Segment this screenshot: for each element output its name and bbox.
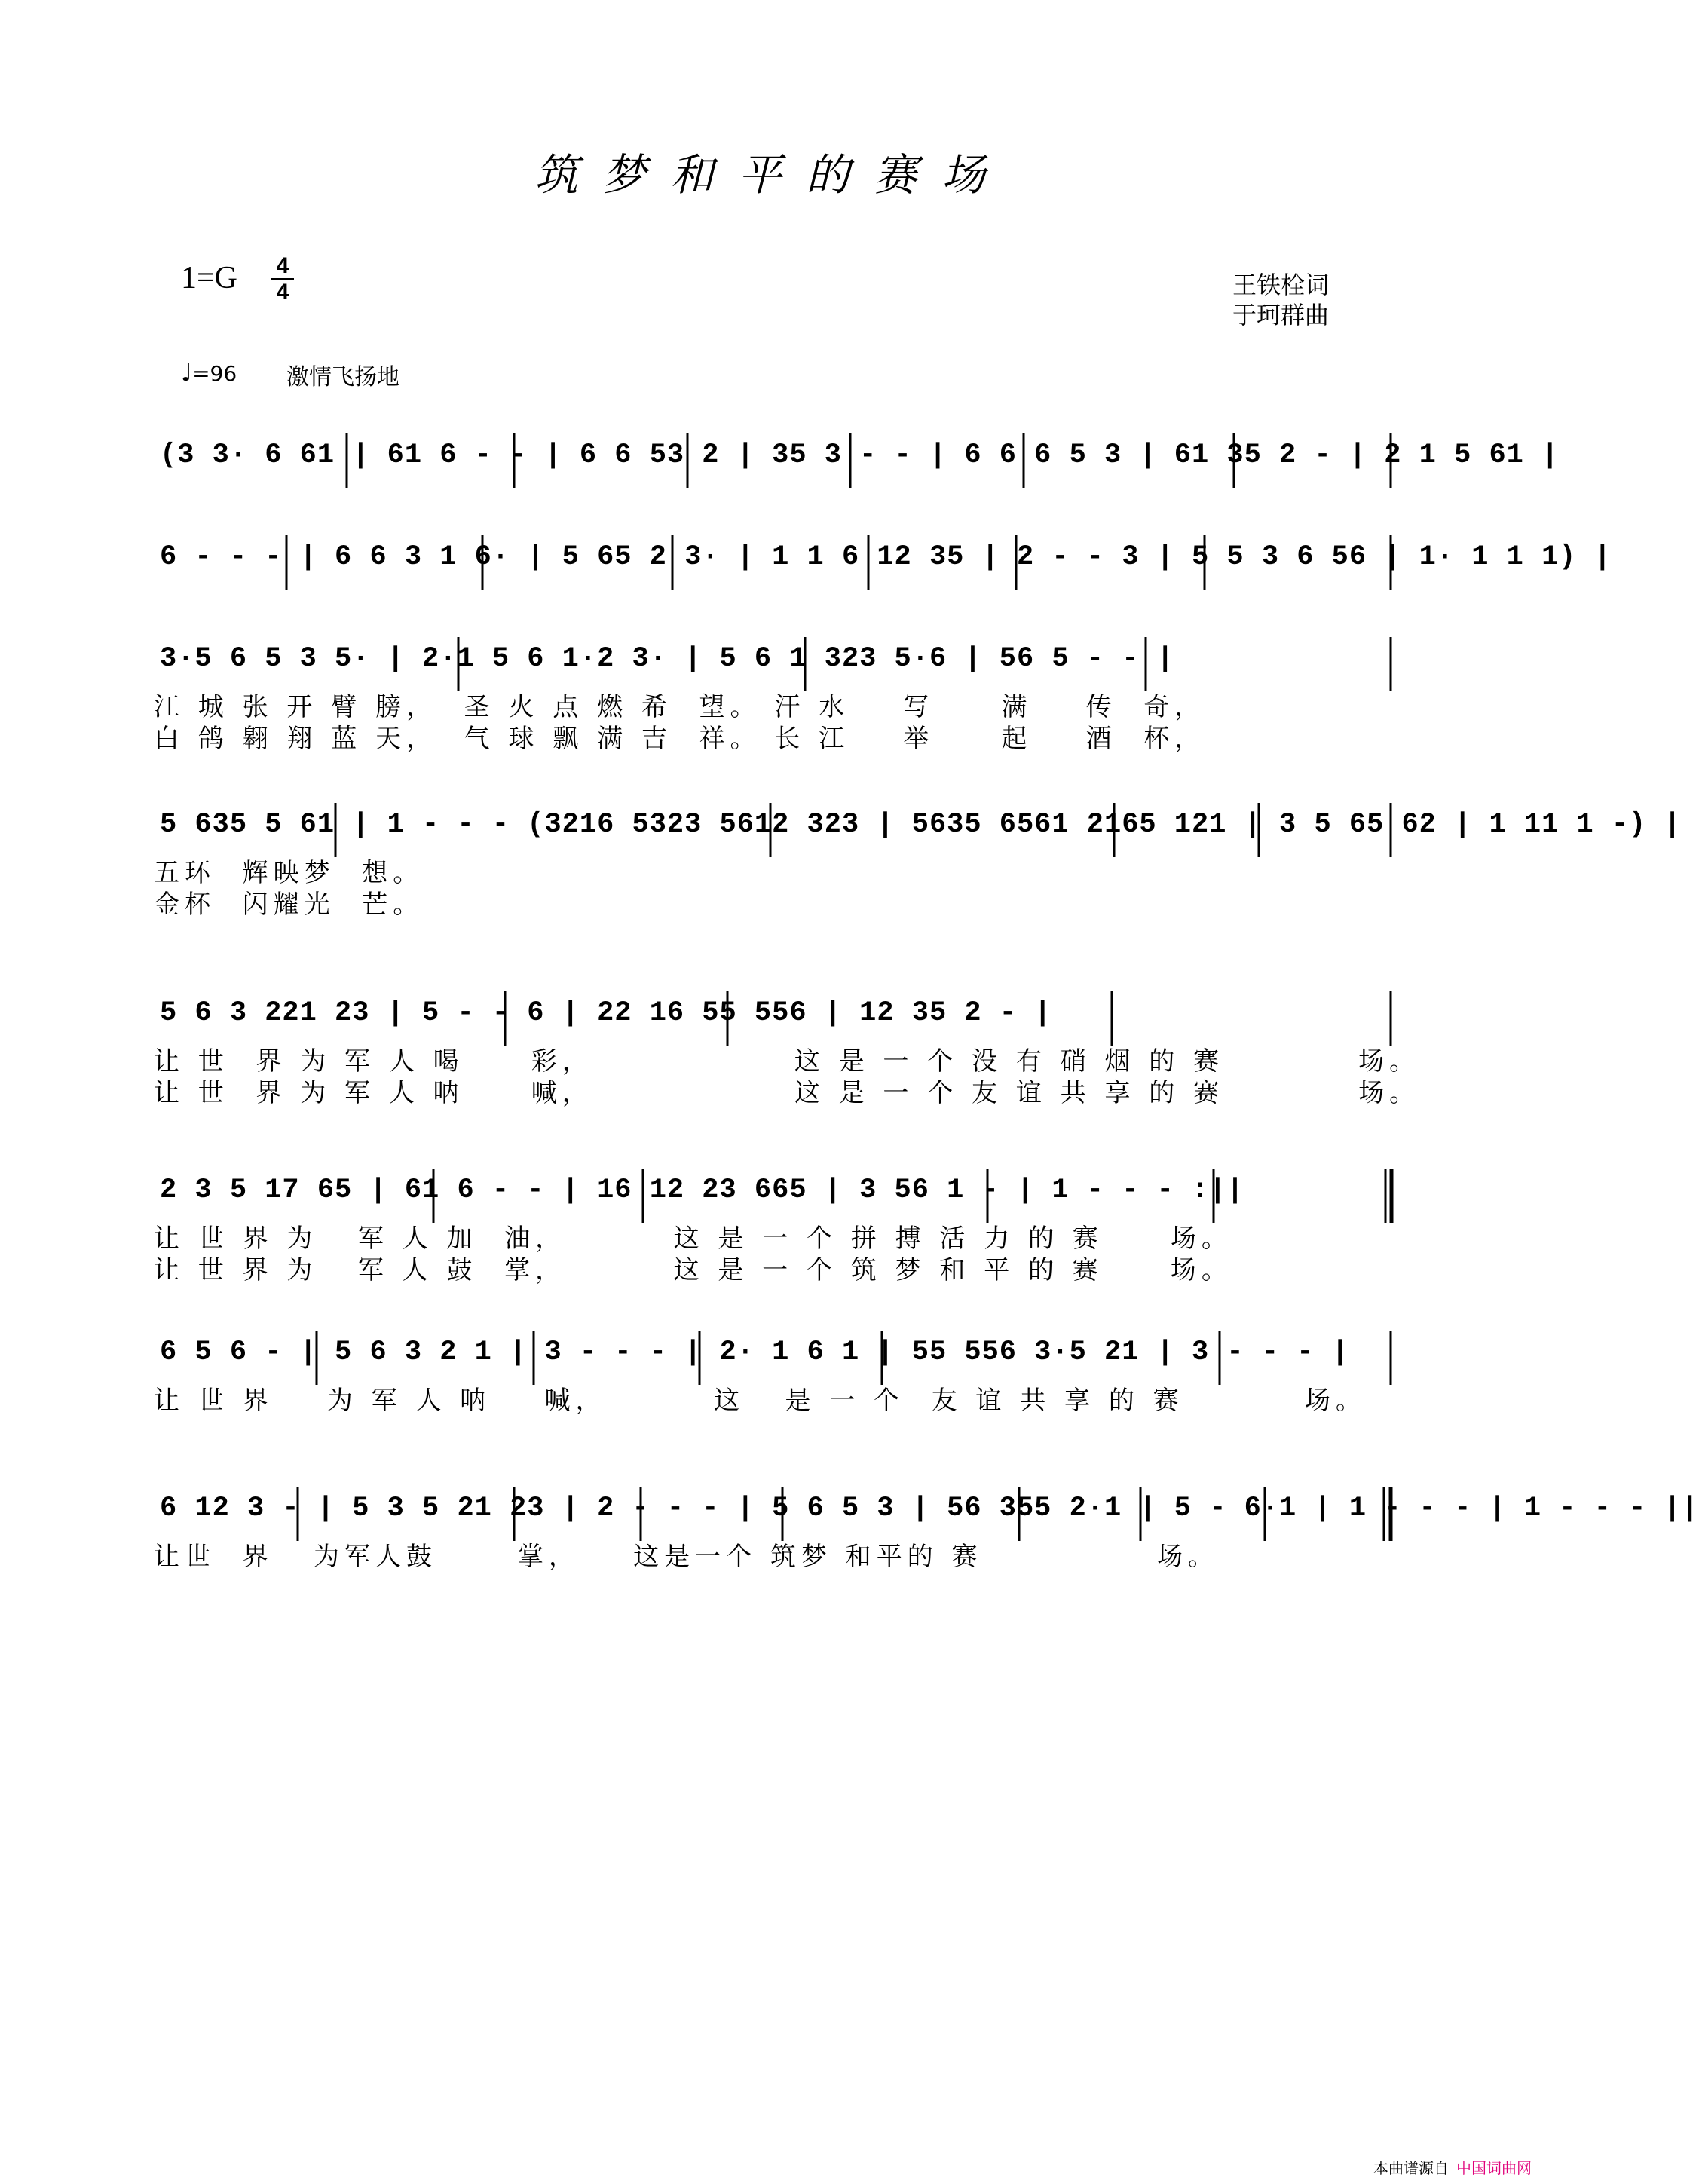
notation-line	[151, 433, 1560, 488]
notation-line	[151, 535, 1612, 590]
numbered-notes: 6 12 3 - | 5 3 5 21 23 | 2 - - - | 5 6 5 3 | 56 355 2·1 | 5 - 6·1 | 1 - - - | 1 - - - ||	[160, 1493, 1699, 1524]
composer: 于珂群曲	[1232, 301, 1330, 329]
numbered-notes: 5 6 3 221 23 | 5 - - 6 | 22 16 55 556 | 12 35 2 - |	[160, 997, 1052, 1029]
lyric-verse-2: 让 世 界 为 军 人 呐 喊， 这 是 一 个 友 谊 共 享 的 赛 场。	[154, 1078, 1421, 1108]
score-row-4	[151, 803, 1682, 920]
time-signature-top: 4	[276, 253, 289, 278]
lyricist: 王铁栓词	[1232, 271, 1330, 299]
song-title: 筑梦和平的赛场	[534, 149, 1009, 201]
source-footer	[1373, 2156, 1532, 2178]
score-row-2	[151, 535, 1612, 590]
numbered-notes: 6 - - - | 6 6 3 1 6· | 5 65 2 3· | 1 1 6 12 35 | 2 - - 3 | 5 5 3 6 56 | 1· 1 1 1) |	[160, 541, 1612, 573]
lyric-verse-1: 让世 界 为军人鼓 掌， 这是一个 筑梦 和平的 赛 场。	[154, 1542, 1220, 1572]
score-row-3	[151, 637, 1394, 755]
notation-line	[151, 803, 1682, 857]
time-signature-bottom: 4	[276, 280, 289, 305]
notation-line	[151, 991, 1394, 1046]
score-row-7	[151, 1331, 1394, 1417]
time-signature	[271, 255, 294, 304]
score-row-5	[151, 991, 1421, 1109]
notation-line	[151, 1331, 1394, 1385]
notation-line	[151, 1169, 1394, 1223]
numbered-notes: 5 635 5 61 | 1 - - - (3216 5323 5612 323 | 5635 6561 2165 121 | 3 5 65 62 | 1 11 1 -) |	[160, 809, 1682, 841]
numbered-notes: 6 5 6 - | 5 6 3 2 1 | 3 - - - | 2· 1 6 1 | 55 556 3·5 21 | 3 - - - |	[160, 1337, 1349, 1368]
score-row-1	[151, 433, 1560, 488]
notation-line	[151, 1487, 1699, 1541]
footer-source-text: 本曲谱源自	[1373, 2159, 1449, 2177]
lyric-verse-2: 白 鸽 翱 翔 蓝 天， 气 球 飘 满 吉 祥。 长 江 举 起 酒 杯，	[154, 724, 1206, 754]
numbered-notes: 3·5 6 5 3 5· | 2·1 5 6 1·2 3· | 5 6 1 323 5·6 | 56 5 - - |	[160, 643, 1174, 675]
tempo-value: =96	[192, 361, 237, 386]
expression-marking: 激情飞扬地	[286, 364, 399, 391]
notation-line	[151, 637, 1394, 691]
lyric-verse-1: 让 世 界 为 军 人 呐 喊， 这 是 一 个 友 谊 共 享 的 赛 场。	[154, 1386, 1367, 1416]
lyric-verse-1: 五环 辉映梦 想。	[154, 858, 424, 888]
lyric-verse-1: 江 城 张 开 臂 膀， 圣 火 点 燃 希 望。 汗 水 写 满 传 奇，	[154, 692, 1206, 722]
score-row-6	[151, 1169, 1394, 1286]
lyric-verse-2: 金杯 闪耀光 芒。	[154, 890, 424, 920]
key-signature: 1=G	[181, 261, 238, 296]
footer-site-link[interactable]: 中国词曲网	[1456, 2159, 1532, 2177]
numbered-notes: (3 3· 6 61 | 61 6 - - | 6 6 53 2 | 35 3 - - | 6 6 6 5 3 | 61 35 2 - | 2 1 5 61 |	[160, 440, 1560, 471]
quarter-note-icon: ♩	[181, 358, 193, 387]
lyric-verse-1: 让 世 界 为 军 人 加 油， 这 是 一 个 拼 搏 活 力 的 赛 场。	[154, 1224, 1232, 1254]
score-row-8	[151, 1487, 1699, 1573]
credits	[1232, 270, 1329, 330]
tempo-marking	[181, 358, 237, 387]
lyric-verse-1: 让 世 界 为 军 人 喝 彩， 这 是 一 个 没 有 硝 烟 的 赛 场。	[154, 1046, 1421, 1077]
numbered-notes: 2 3 5 17 65 | 61 6 - - | 16 12 23 665 | 3 56 1 - | 1 - - - :||	[160, 1175, 1244, 1206]
lyric-verse-2: 让 世 界 为 军 人 鼓 掌， 这 是 一 个 筑 梦 和 平 的 赛 场。	[154, 1255, 1232, 1285]
